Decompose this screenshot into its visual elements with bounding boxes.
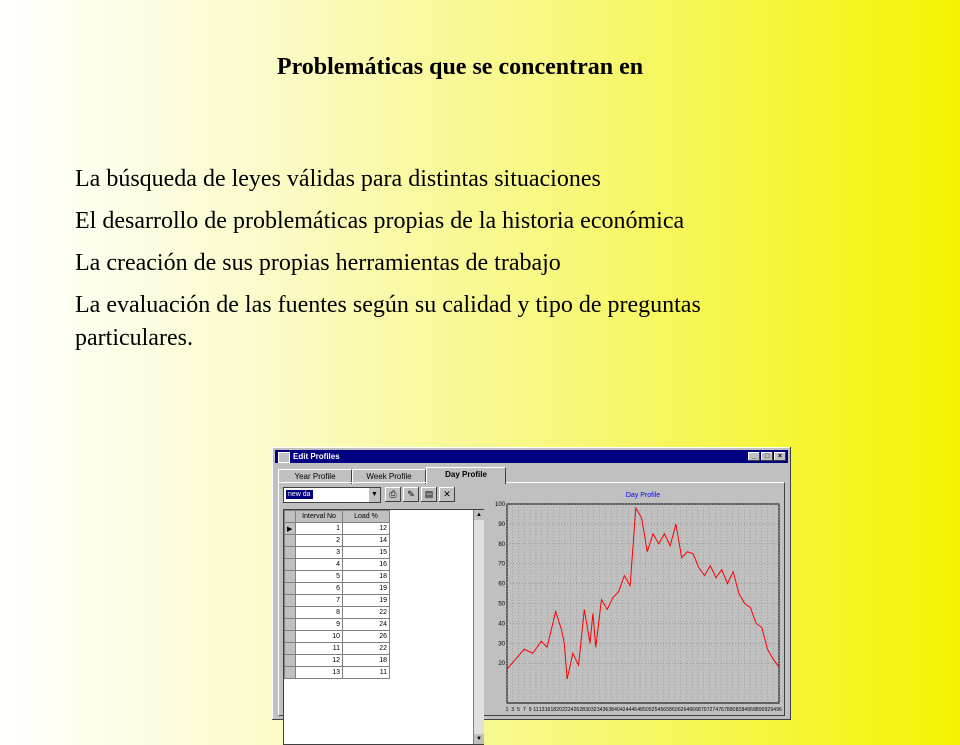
y-tick-label: 40 — [498, 621, 505, 628]
profile-select-value: new da — [288, 491, 311, 498]
x-tick-label: 34 — [596, 707, 603, 713]
maximize-button[interactable]: □ — [761, 452, 773, 461]
bullet-list — [75, 163, 795, 364]
x-tick-label: 74 — [712, 707, 719, 713]
cell-load[interactable]: 15 — [343, 547, 390, 559]
cell-interval[interactable]: 10 — [296, 631, 343, 643]
x-tick-label: 62 — [677, 707, 684, 713]
chart-svg — [487, 487, 784, 715]
y-tick-label: 20 — [498, 661, 505, 668]
cell-interval[interactable]: 2 — [296, 535, 343, 547]
x-tick-label: 72 — [706, 707, 713, 713]
table-row[interactable] — [285, 607, 390, 619]
row-indicator — [285, 583, 296, 595]
x-tick-label: 82 — [735, 707, 742, 713]
table-row[interactable] — [285, 583, 390, 595]
y-tick-label: 80 — [498, 541, 505, 548]
cell-interval[interactable]: 7 — [296, 595, 343, 607]
row-indicator — [285, 547, 296, 559]
x-tick-label: 50 — [643, 707, 649, 713]
x-tick-label: 18 — [550, 707, 557, 713]
cell-interval[interactable]: 1 — [296, 523, 343, 535]
row-indicator — [285, 667, 296, 679]
edit-icon[interactable]: ✎ — [403, 487, 419, 502]
cell-load[interactable]: 24 — [343, 619, 390, 631]
y-tick-label: 60 — [498, 581, 505, 588]
x-tick-label: 92 — [764, 707, 771, 713]
table-row[interactable] — [285, 595, 390, 607]
table-row[interactable] — [285, 571, 390, 583]
minimize-button[interactable]: _ — [748, 452, 760, 461]
bullet-item: La creación de sus propias herramientas de trabajo — [75, 250, 561, 276]
row-indicator — [285, 655, 296, 667]
delete-icon[interactable]: ✕ — [439, 487, 455, 502]
column-header-load[interactable]: Load % — [343, 511, 390, 523]
y-tick-label: 30 — [498, 641, 505, 648]
tab-week-profile[interactable]: Week Profile — [352, 469, 426, 484]
cell-load[interactable]: 18 — [343, 655, 390, 667]
x-tick-label: 94 — [770, 707, 776, 713]
bullet-item: La evaluación de las fuentes según su calidad y tipo de preguntas particulares. — [75, 292, 701, 351]
x-tick-label: 13 — [538, 707, 545, 713]
x-tick-label: 40 — [614, 707, 620, 713]
row-indicator — [285, 535, 296, 547]
table-row[interactable] — [285, 547, 390, 559]
x-tick-label: 26 — [573, 707, 580, 713]
bullet-item: El desarrollo de problemáticas propias de la historia económica — [75, 208, 685, 234]
row-indicator — [285, 631, 296, 643]
cell-load[interactable]: 16 — [343, 559, 390, 571]
x-tick-label: 88 — [753, 707, 759, 713]
x-tick-label: 48 — [637, 707, 643, 713]
table-row[interactable] — [285, 619, 390, 631]
scroll-up-icon[interactable]: ▲ — [474, 510, 484, 520]
cell-load[interactable]: 12 — [343, 523, 390, 535]
x-tick-label: 11 — [533, 707, 539, 713]
x-tick-label: 9 — [528, 707, 532, 713]
table-row[interactable] — [285, 559, 390, 571]
x-tick-label: 68 — [695, 707, 701, 713]
x-tick-label: 80 — [729, 707, 736, 713]
x-tick-label: 64 — [683, 707, 690, 713]
cell-interval[interactable]: 8 — [296, 607, 343, 619]
tab-day-profile[interactable]: Day Profile — [426, 467, 506, 484]
table-row[interactable] — [285, 535, 390, 547]
tab-year-profile[interactable]: Year Profile — [278, 469, 352, 484]
slide-title: Problemáticas que se concentran en — [276, 54, 644, 80]
row-indicator — [285, 571, 296, 583]
x-tick-label: 44 — [625, 707, 632, 713]
vertical-scrollbar[interactable] — [473, 510, 484, 744]
row-indicator — [285, 643, 296, 655]
row-indicator — [285, 559, 296, 571]
x-tick-label: 60 — [672, 707, 678, 713]
tab-panel — [278, 482, 785, 742]
cell-load[interactable]: 19 — [343, 595, 390, 607]
open-icon[interactable]: ▤ — [421, 487, 437, 502]
window-title: Edit Profiles — [293, 452, 340, 461]
x-tick-label: 84 — [741, 707, 748, 713]
x-tick-label: 78 — [724, 707, 730, 713]
x-tick-label: 90 — [758, 707, 765, 713]
cell-load[interactable]: 26 — [343, 631, 390, 643]
x-tick-label: 3 — [511, 707, 515, 713]
day-profile-chart — [487, 487, 781, 712]
x-tick-label: 5 — [517, 707, 520, 713]
chart-title: Day Profile — [625, 492, 661, 499]
x-tick-label: 52 — [648, 707, 655, 713]
y-tick-label: 100 — [494, 502, 505, 508]
table-row[interactable] — [285, 655, 390, 667]
bullet-item: La búsqueda de leyes válidas para distintas situaciones — [75, 166, 601, 192]
x-tick-label: 30 — [585, 707, 591, 713]
profile-select[interactable] — [283, 487, 381, 503]
x-tick-label: 54 — [654, 707, 661, 713]
close-button[interactable]: × — [774, 452, 786, 461]
x-tick-label: 1 — [505, 707, 509, 713]
row-indicator — [285, 619, 296, 631]
x-tick-label: 66 — [689, 707, 695, 713]
load-table[interactable] — [283, 509, 484, 745]
column-header-interval[interactable]: Interval No — [296, 511, 343, 523]
chevron-down-icon[interactable]: ▼ — [369, 488, 380, 502]
x-tick-label: 42 — [619, 707, 626, 713]
cell-interval[interactable]: 4 — [296, 559, 343, 571]
cell-interval[interactable]: 3 — [296, 547, 343, 559]
row-indicator — [285, 607, 296, 619]
cell-interval[interactable]: 9 — [296, 619, 343, 631]
table-row[interactable] — [285, 643, 390, 655]
x-tick-label: 16 — [544, 707, 551, 713]
app-icon — [278, 452, 290, 463]
row-indicator-header — [285, 511, 296, 523]
cell-load[interactable]: 22 — [343, 643, 390, 655]
x-tick-label: 32 — [591, 707, 597, 713]
cell-interval[interactable]: 11 — [296, 643, 343, 655]
x-tick-label: 20 — [556, 707, 562, 713]
table-row[interactable] — [285, 523, 390, 535]
x-tick-label: 7 — [522, 707, 526, 713]
window-titlebar[interactable] — [275, 450, 788, 463]
cell-interval[interactable]: 12 — [296, 655, 343, 667]
x-tick-label: 70 — [700, 707, 707, 713]
cell-load[interactable]: 14 — [343, 535, 390, 547]
x-tick-label: 96 — [776, 707, 782, 713]
x-tick-label: 86 — [747, 707, 753, 713]
scroll-down-icon[interactable]: ▼ — [474, 734, 484, 744]
x-tick-label: 24 — [567, 707, 574, 713]
print-icon[interactable]: ⎙ — [385, 487, 401, 502]
table-row[interactable] — [285, 631, 390, 643]
row-indicator — [285, 595, 296, 607]
y-tick-label: 50 — [498, 601, 505, 608]
cell-interval[interactable]: 5 — [296, 571, 343, 583]
x-tick-label: 58 — [666, 707, 672, 713]
y-tick-label: 90 — [498, 521, 505, 528]
x-tick-label: 36 — [602, 707, 609, 713]
edit-profiles-window — [272, 447, 791, 742]
tab-bar — [278, 467, 785, 483]
x-tick-label: 38 — [608, 707, 614, 713]
cell-load[interactable]: 18 — [343, 571, 390, 583]
row-indicator: ▶ — [285, 523, 296, 535]
y-tick-label: 70 — [498, 561, 505, 568]
cell-load[interactable]: 11 — [343, 667, 390, 679]
cell-load[interactable]: 19 — [343, 583, 390, 595]
x-tick-label: 76 — [718, 707, 724, 713]
x-tick-label: 22 — [562, 707, 568, 713]
cell-load[interactable]: 22 — [343, 607, 390, 619]
table-row[interactable] — [285, 667, 390, 679]
x-tick-label: 28 — [579, 707, 586, 713]
x-tick-label: 56 — [660, 707, 667, 713]
cell-interval[interactable]: 13 — [296, 667, 343, 679]
cell-interval[interactable]: 6 — [296, 583, 343, 595]
x-tick-label: 46 — [631, 707, 638, 713]
